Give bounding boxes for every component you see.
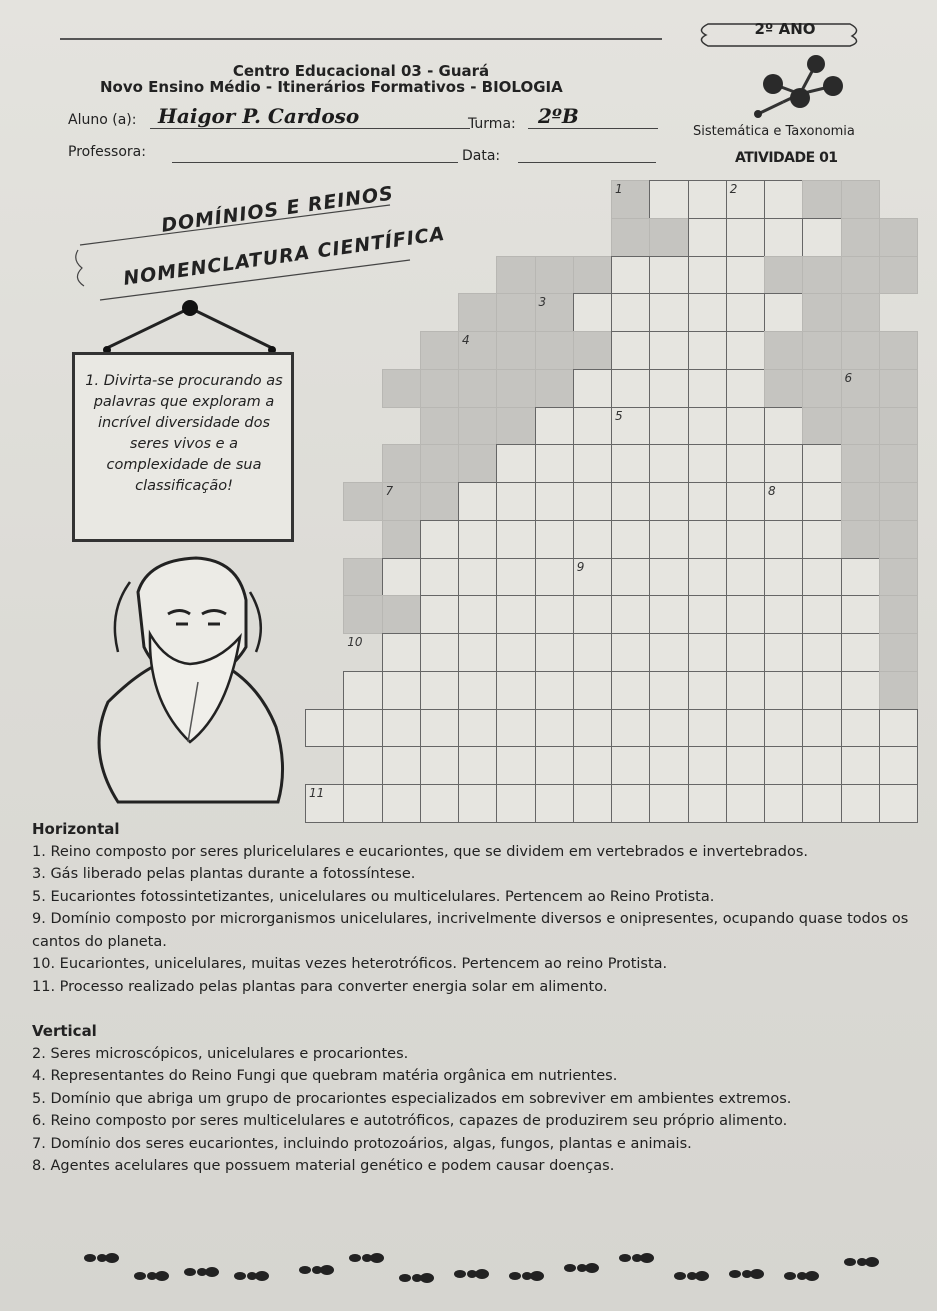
crossword-cell: [764, 671, 803, 710]
title-scientific-nomenclature: NOMENCLATURA CIENTÍFICA: [122, 222, 447, 290]
clues-section: [32, 818, 932, 1178]
crossword-cell: [841, 671, 880, 710]
crossword-cell: [879, 256, 918, 295]
crossword-cell: [535, 369, 574, 408]
crossword-cell: [496, 633, 535, 672]
crossword-cell: [649, 369, 688, 408]
clue-number-5: 5: [615, 408, 623, 423]
crossword-cell: [420, 633, 459, 672]
crossword-cell: [305, 709, 344, 748]
crossword-cell: [573, 746, 612, 785]
crossword-cell: [726, 709, 765, 748]
clue-number-7: 7: [385, 484, 394, 499]
crossword-cell: [649, 633, 688, 672]
crossword-cell: [841, 633, 880, 672]
crossword-cell: [382, 558, 421, 597]
crossword-cell: [343, 595, 382, 634]
course-name: Novo Ensino Médio - Itinerários Formativos - BIOLOGIA: [100, 78, 563, 96]
crossword-cell: [420, 331, 459, 370]
crossword-cell: [343, 671, 382, 710]
crossword-cell: [343, 709, 382, 748]
crossword-cell: [458, 520, 497, 559]
clue-number-8: 8: [768, 484, 776, 499]
crossword-cell: [611, 746, 650, 785]
crossword-cell: [611, 482, 650, 521]
crossword-cell: [841, 180, 880, 219]
crossword-cell: [879, 218, 918, 257]
crossword-cell: [764, 444, 803, 483]
crossword-cell: [573, 482, 612, 521]
clue-number-11: 11: [309, 786, 325, 801]
crossword-cell: [841, 218, 880, 257]
crossword-cell: [879, 633, 918, 672]
crossword-cell: [879, 407, 918, 446]
crossword-cell: [802, 369, 841, 408]
crossword-cell: [573, 256, 612, 295]
crossword-cell: [420, 595, 459, 634]
crossword-cell: [611, 293, 650, 332]
clue-v7: 7. Domínio dos seres eucariontes, incluindo protozoários, algas, fungos, plantas e animais.: [32, 1135, 692, 1152]
crossword-cell: [535, 595, 574, 634]
crossword-cell: [802, 558, 841, 597]
clue-h10: 10. Eucariontes, unicelulares, muitas vezes heterotróficos. Pertencem ao reino Protista.: [32, 956, 668, 972]
crossword-cell: [611, 331, 650, 370]
crossword-cell: [726, 407, 765, 446]
clue-h11: 11. Processo realizado pelas plantas para converter energia solar em alimento.: [32, 978, 608, 995]
crossword-cell: [879, 558, 918, 597]
crossword-cell: [649, 218, 688, 257]
crossword-cell: [726, 256, 765, 295]
crossword-cell: [420, 520, 459, 559]
crossword-cell: [496, 595, 535, 634]
crossword-cell: [573, 671, 612, 710]
crossword-cell: [573, 293, 612, 332]
taxonomy-tree-icon: [738, 54, 858, 124]
crossword-cell: [458, 444, 497, 483]
teacher-label: Professora:: [68, 144, 146, 160]
sign-hanger: [72, 296, 302, 360]
crossword-cell: [573, 709, 612, 748]
crossword-cell: [802, 671, 841, 710]
crossword-cell: [420, 369, 459, 408]
crossword-cell: [649, 482, 688, 521]
date-label: Data:: [462, 148, 501, 164]
teacher-line: [172, 144, 458, 163]
crossword-cell: [764, 331, 803, 370]
crossword-cell: [802, 256, 841, 295]
crossword-cell: [649, 444, 688, 483]
clue-number-6: 6: [844, 370, 853, 385]
crossword-cell: [382, 709, 421, 748]
crossword-cell: [688, 746, 727, 785]
crossword-cell: [458, 633, 497, 672]
crossword-cell: [496, 407, 535, 446]
crossword-cell: [841, 256, 880, 295]
crossword-cell: [764, 633, 803, 672]
crossword-cell: [726, 746, 765, 785]
crossword-cell: [611, 709, 650, 748]
crossword-cell: [726, 482, 765, 521]
crossword-cell: [649, 256, 688, 295]
crossword-cell: [535, 482, 574, 521]
crossword-cell: [688, 520, 727, 559]
crossword-cell: [688, 558, 727, 597]
crossword-cell: [802, 746, 841, 785]
crossword-cell: [688, 218, 727, 257]
crossword-cell: [764, 595, 803, 634]
crossword-cell: [764, 256, 803, 295]
crossword-cell: [764, 709, 803, 748]
topic-title: Sistemática e Taxonomia: [693, 124, 855, 139]
crossword-cell: [343, 746, 382, 785]
crossword-cell: [611, 595, 650, 634]
instruction-text: 1. Divirta-se procurando as palavras que exploram a incrível diversidade dos seres vivos e a complexidade de sua classificação!: [85, 373, 283, 494]
crossword-cell: [841, 293, 880, 332]
crossword-cell: [649, 746, 688, 785]
crossword-cell: [535, 444, 574, 483]
clue-number-3: 3: [538, 295, 547, 310]
crossword-cell: [688, 633, 727, 672]
class-value: 2ºB: [538, 104, 579, 128]
darwin-portrait: [78, 552, 308, 812]
crossword-cell: [535, 633, 574, 672]
crossword-cell: [649, 331, 688, 370]
student-label: Aluno (a):: [68, 112, 137, 128]
crossword-cell: [382, 671, 421, 710]
grade-label: 2º ANO: [754, 20, 816, 38]
crossword-cell: [879, 444, 918, 483]
vertical-heading: Vertical: [32, 1022, 97, 1040]
school-name: Centro Educacional 03 - Guará: [232, 62, 490, 80]
crossword-cell: [841, 444, 880, 483]
crossword-cell: [688, 671, 727, 710]
crossword-cell: [688, 595, 727, 634]
crossword-cell: [649, 595, 688, 634]
crossword-cell: [802, 482, 841, 521]
clue-v2: 2. Seres microscópicos, unicelulares e procariontes.: [32, 1045, 409, 1062]
crossword-cell: [649, 671, 688, 710]
crossword-cell: [726, 595, 765, 634]
crossword-cell: [420, 709, 459, 748]
crossword-cell: [573, 595, 612, 634]
crossword-cell: [841, 407, 880, 446]
crossword-cell: [382, 444, 421, 483]
crossword-cell: [764, 218, 803, 257]
crossword-cell: [382, 633, 421, 672]
crossword-cell: [535, 671, 574, 710]
crossword-cell: [343, 558, 382, 597]
class-label: Turma:: [468, 116, 516, 132]
crossword-cell: [764, 293, 803, 332]
crossword-cell: [420, 558, 459, 597]
crossword-cell: [458, 407, 497, 446]
crossword-cell: [611, 520, 650, 559]
crossword-cell: [611, 558, 650, 597]
crossword-cell: [726, 671, 765, 710]
crossword-cell: [420, 444, 459, 483]
crossword-cell: [688, 444, 727, 483]
crossword-cell: [496, 671, 535, 710]
crossword-cell: [458, 482, 497, 521]
crossword-cell: [535, 331, 574, 370]
crossword-cell: [496, 369, 535, 408]
crossword-cell: [496, 482, 535, 521]
crossword-cell: [688, 256, 727, 295]
crossword-cell: [458, 558, 497, 597]
crossword-cell: [688, 331, 727, 370]
crossword-cell: [802, 444, 841, 483]
crossword-cell: [688, 407, 727, 446]
crossword-cell: [688, 482, 727, 521]
clue-number-1: 1: [615, 182, 623, 196]
title-domains-kingdoms: DOMÍNIOS E REINOS: [160, 182, 396, 237]
crossword-cell: [764, 746, 803, 785]
crossword-cell: [726, 558, 765, 597]
ant-border-decoration: [80, 1248, 900, 1303]
crossword-cell: [879, 331, 918, 370]
crossword-cell: [879, 369, 918, 408]
header-box: [60, 38, 662, 170]
crossword-cell: [802, 407, 841, 446]
crossword-cell: [879, 709, 918, 748]
crossword-cell: [573, 444, 612, 483]
crossword-cell: [382, 595, 421, 634]
crossword-cell: [535, 558, 574, 597]
crossword-cell: [841, 520, 880, 559]
crossword-cell: [726, 293, 765, 332]
crossword-cell: [496, 256, 535, 295]
crossword-cell: [688, 293, 727, 332]
crossword-cell: [496, 520, 535, 559]
clue-v8: 8. Agentes acelulares que possuem material genético e podem causar doenças.: [32, 1158, 615, 1174]
crossword-cell: [535, 746, 574, 785]
clue-number-9: 9: [576, 559, 585, 574]
crossword-cell: [573, 407, 612, 446]
clue-v5: 5. Domínio que abriga um grupo de procariontes especializados em sobreviver em ambientes extremos.: [32, 1090, 792, 1107]
crossword-cell: [841, 331, 880, 370]
crossword-cell: [573, 520, 612, 559]
student-name: Haigor P. Cardoso: [158, 104, 360, 128]
crossword-cell: [649, 520, 688, 559]
crossword-cell: [688, 709, 727, 748]
crossword-cell: [764, 180, 803, 219]
crossword-cell: [458, 369, 497, 408]
crossword-cell: [802, 180, 841, 219]
crossword-cell: [879, 671, 918, 710]
crossword-cell: [611, 369, 650, 408]
crossword-cell: [382, 369, 421, 408]
crossword-cell: [420, 671, 459, 710]
crossword-cell: [649, 293, 688, 332]
crossword-cell: [726, 633, 765, 672]
crossword-cell: [841, 558, 880, 597]
crossword-cell: [688, 180, 727, 219]
crossword-cell: [496, 293, 535, 332]
crossword-cell: [649, 180, 688, 219]
crossword-cell: [611, 633, 650, 672]
crossword-cell: [841, 746, 880, 785]
crossword-cell: [343, 482, 382, 521]
crossword-cell: [535, 256, 574, 295]
horizontal-heading: Horizontal: [32, 820, 120, 838]
crossword-cell: [535, 709, 574, 748]
crossword-cell: [611, 444, 650, 483]
crossword-cell: [458, 671, 497, 710]
crossword-cell: [420, 482, 459, 521]
crossword-cell: [420, 407, 459, 446]
crossword-cell: [802, 331, 841, 370]
crossword-cell: [802, 595, 841, 634]
crossword-cell: [802, 293, 841, 332]
crossword-cell: [458, 293, 497, 332]
crossword-cell: [573, 331, 612, 370]
crossword-cell: [726, 520, 765, 559]
crossword-cell: [726, 331, 765, 370]
crossword-cell: [458, 746, 497, 785]
clue-h1: 1. Reino composto por seres pluricelulares e eucariontes, que se dividem em vertebrados e invertebrados.: [32, 843, 809, 860]
crossword-cell: [382, 520, 421, 559]
crossword-cell: [535, 520, 574, 559]
crossword-cell: [382, 746, 421, 785]
crossword-cell: [496, 444, 535, 483]
clue-v4: 4. Representantes do Reino Fungi que quebram matéria orgânica em nutrientes.: [32, 1068, 618, 1084]
crossword-cell: [649, 407, 688, 446]
crossword-cell: [649, 709, 688, 748]
crossword-cell: [496, 558, 535, 597]
crossword-cell: [764, 520, 803, 559]
crossword-cell: [841, 482, 880, 521]
crossword-cell: [688, 369, 727, 408]
crossword-cell: [879, 482, 918, 521]
activity-title: ATIVIDADE 01: [735, 150, 838, 166]
crossword-cell: [726, 444, 765, 483]
crossword-cell: [458, 595, 497, 634]
crossword-cell: [764, 407, 803, 446]
clue-number-10: 10: [347, 635, 363, 650]
crossword-cell: [611, 218, 650, 257]
instruction-sign: [72, 352, 294, 542]
crossword-cell: [802, 633, 841, 672]
crossword-cell: [420, 746, 459, 785]
crossword-cell: [496, 709, 535, 748]
crossword-cell: [802, 709, 841, 748]
crossword-cell: [458, 709, 497, 748]
crossword-cell: [496, 331, 535, 370]
crossword-cell: [764, 369, 803, 408]
crossword-cell: [649, 558, 688, 597]
clue-v6: 6. Reino composto por seres multicelulares e autotróficos, capazes de produzirem seu próprio alimento.: [32, 1113, 788, 1129]
clue-number-2: 2: [729, 182, 738, 196]
crossword-cell: [726, 369, 765, 408]
clue-h9: 9. Domínio composto por microrganismos unicelulares, incrivelmente diversos e onipresentes, ocupando quase todos os cantos do planeta.: [32, 911, 909, 950]
crossword-cell: [726, 218, 765, 257]
crossword-cell: [573, 633, 612, 672]
crossword-cell: [764, 558, 803, 597]
crossword-cell: [611, 256, 650, 295]
crossword-cell: [879, 595, 918, 634]
clue-h5: 5. Eucariontes fotossintetizantes, unicelulares ou multicelulares. Pertencem ao Reino Protista.: [32, 888, 715, 905]
crossword-grid: [305, 180, 917, 822]
crossword-cell: [879, 520, 918, 559]
crossword-cell: [802, 520, 841, 559]
clue-h3: 3. Gás liberado pelas plantas durante a fotossíntese.: [32, 866, 416, 882]
crossword-cell: [611, 671, 650, 710]
clue-number-4: 4: [462, 333, 470, 348]
crossword-cell: [841, 709, 880, 748]
crossword-cell: [879, 746, 918, 785]
date-line: [518, 144, 656, 163]
crossword-cell: [535, 407, 574, 446]
crossword-cell: [841, 595, 880, 634]
crossword-cell: [573, 369, 612, 408]
crossword-cell: [496, 746, 535, 785]
crossword-cell: [802, 218, 841, 257]
